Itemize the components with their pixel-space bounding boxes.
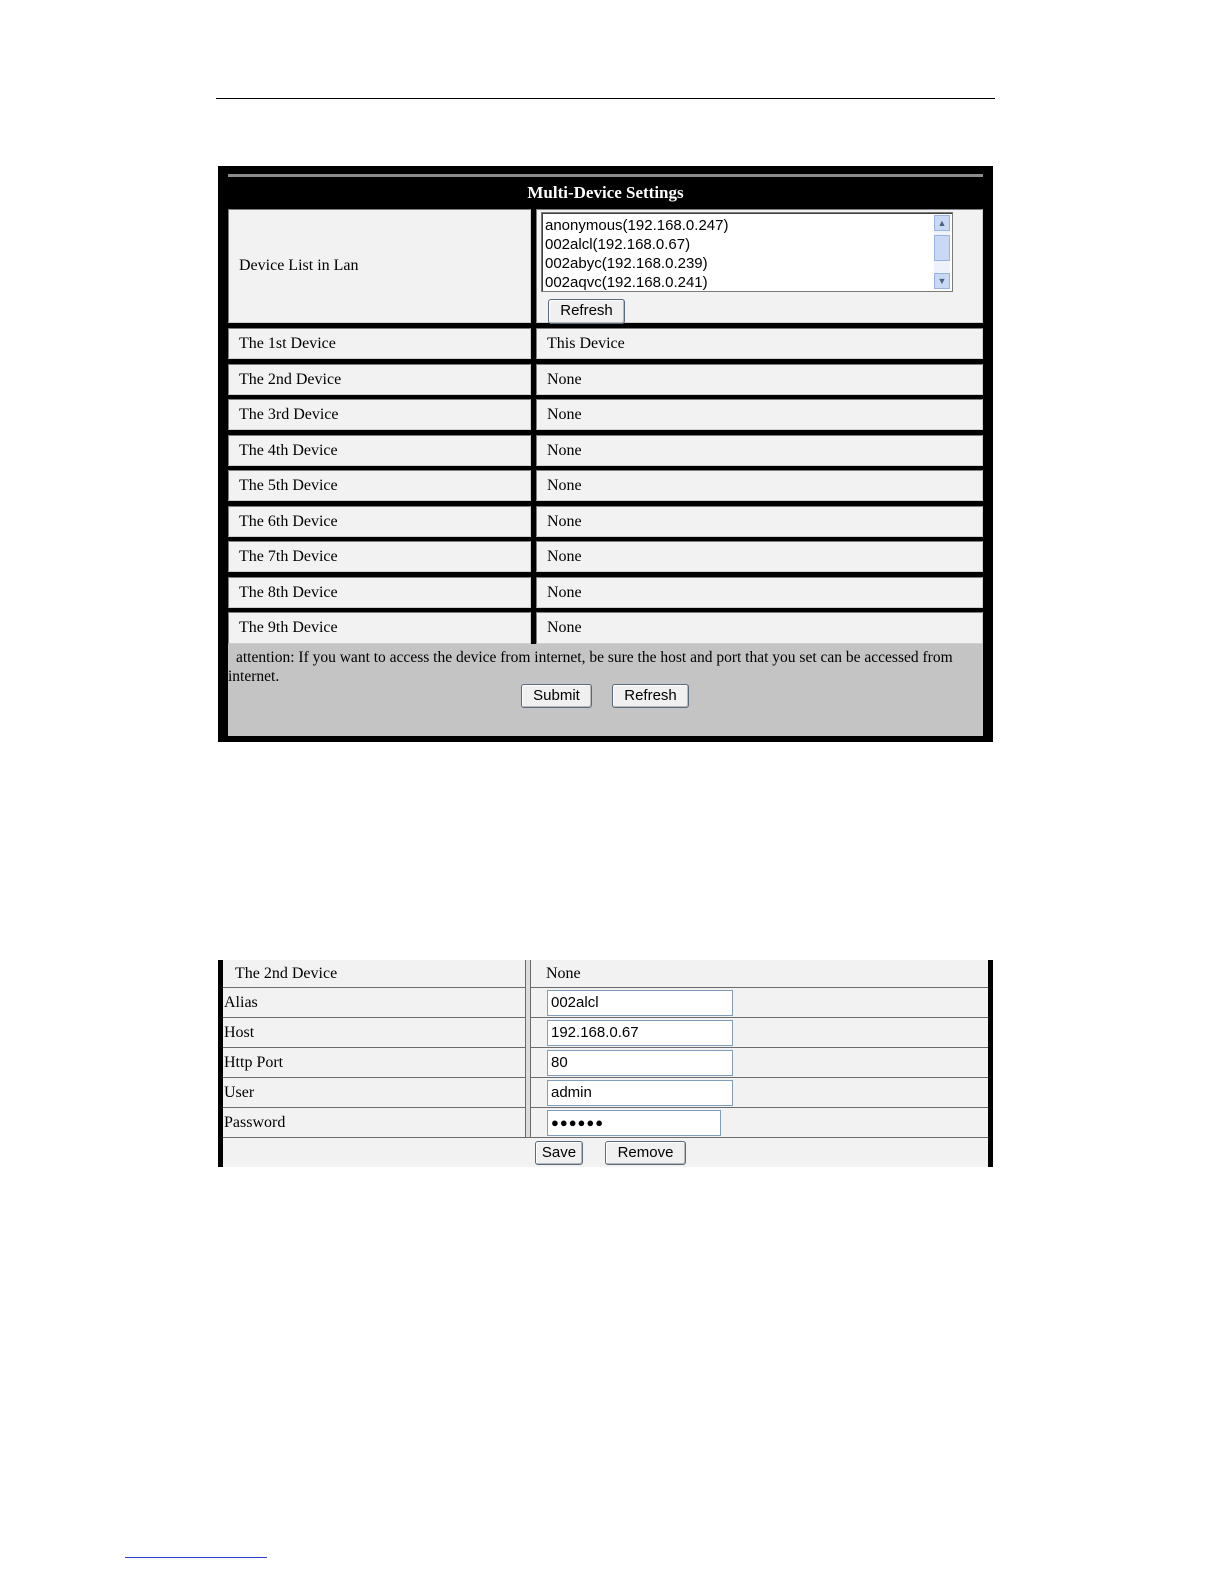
device-label: The 4th Device (239, 441, 338, 459)
panel-titlebar (228, 172, 983, 209)
multi-device-settings-panel (218, 166, 993, 742)
device-label: The 9th Device (239, 619, 338, 636)
device-label: The 3rd Device (239, 405, 339, 423)
refresh-button[interactable]: Refresh (612, 684, 689, 708)
device-label: The 2nd Device (239, 370, 342, 388)
user-label: User (224, 1083, 255, 1101)
host-row (223, 1018, 988, 1048)
attention-text: attention: If you want to access the device from internet, be sure the host and port that you set can be accessed from internet. (228, 649, 953, 685)
device-label: The 7th Device (239, 547, 338, 565)
attention-area (228, 644, 983, 736)
device-list-option[interactable]: 002aqvc(192.168.0.241) (545, 274, 708, 291)
device-value-cell[interactable] (536, 364, 983, 395)
device-label: The 5th Device (239, 476, 338, 494)
device-value-cell[interactable] (536, 577, 983, 608)
password-input[interactable]: ●●●●●● (547, 1110, 721, 1136)
panel-border-right (988, 960, 993, 1167)
device-list-label: Device List in Lan (239, 257, 359, 274)
alias-row (223, 988, 988, 1018)
device-label-cell (228, 506, 531, 537)
device-label: The 6th Device (239, 512, 338, 530)
listbox-scrollbar[interactable] (934, 215, 950, 289)
device-list-option[interactable]: 002abyc(192.168.0.239) (545, 255, 708, 272)
host-label: Host (224, 1023, 255, 1041)
device-list-listbox[interactable] (541, 212, 953, 292)
device-value: None (547, 583, 582, 601)
header-rule (216, 98, 995, 99)
device-value-cell[interactable] (536, 541, 983, 572)
device-label-cell (228, 470, 531, 501)
panel-title: Multi-Device Settings (527, 183, 684, 202)
http-port-row (223, 1048, 988, 1078)
titlebar-line (228, 174, 983, 177)
device-value-cell[interactable] (536, 399, 983, 430)
device-label: The 1st Device (239, 334, 336, 352)
device-label-cell (228, 577, 531, 608)
footnote-rule (125, 1557, 267, 1558)
device-value: None (547, 476, 582, 494)
device-value: None (547, 405, 582, 423)
http-port-label: Http Port (224, 1053, 284, 1071)
device-value-cell[interactable] (536, 435, 983, 466)
host-input[interactable]: 192.168.0.67 (547, 1020, 733, 1046)
device-header-value: None (546, 964, 581, 982)
user-row (223, 1078, 988, 1108)
device-value-cell[interactable] (536, 470, 983, 501)
device-label-cell (228, 541, 531, 572)
alias-input[interactable]: 002alcl (547, 990, 733, 1016)
device-value: None (547, 441, 582, 459)
device-list-option[interactable]: anonymous(192.168.0.247) (545, 217, 729, 234)
device-edit-panel (218, 960, 993, 1167)
scroll-thumb[interactable] (934, 235, 950, 261)
device-label-cell (228, 399, 531, 430)
device-value: None (547, 619, 582, 636)
user-input[interactable]: admin (547, 1080, 733, 1106)
device-value-cell[interactable] (536, 328, 983, 359)
alias-label: Alias (224, 993, 258, 1011)
device-label-cell (228, 328, 531, 359)
password-row (223, 1108, 988, 1138)
device-label-cell (228, 364, 531, 395)
device-list-option[interactable]: 002alcl(192.168.0.67) (545, 236, 691, 253)
scroll-down-icon[interactable]: ▼ (934, 273, 950, 289)
save-button[interactable]: Save (535, 1141, 583, 1165)
device-label: The 8th Device (239, 583, 338, 601)
device-value: This Device (547, 334, 625, 352)
password-label: Password (224, 1113, 286, 1131)
device-value: None (547, 370, 582, 388)
device-value: None (547, 547, 582, 565)
device-label-cell (228, 435, 531, 466)
device-list-label-cell (228, 209, 531, 323)
list-refresh-button[interactable]: Refresh (548, 299, 625, 324)
remove-button[interactable]: Remove (605, 1141, 686, 1165)
device-list-value-cell (536, 209, 983, 323)
device-value-cell[interactable] (536, 506, 983, 537)
submit-button[interactable]: Submit (521, 684, 592, 708)
column-divider (525, 960, 531, 1137)
http-port-input[interactable]: 80 (547, 1050, 733, 1076)
scroll-up-icon[interactable]: ▲ (934, 215, 950, 231)
device-value-cell[interactable] (536, 612, 983, 644)
device-value: None (547, 512, 582, 530)
device-header-row (223, 960, 988, 988)
device-label-cell (228, 612, 531, 644)
device-header-label: The 2nd Device (235, 964, 338, 982)
